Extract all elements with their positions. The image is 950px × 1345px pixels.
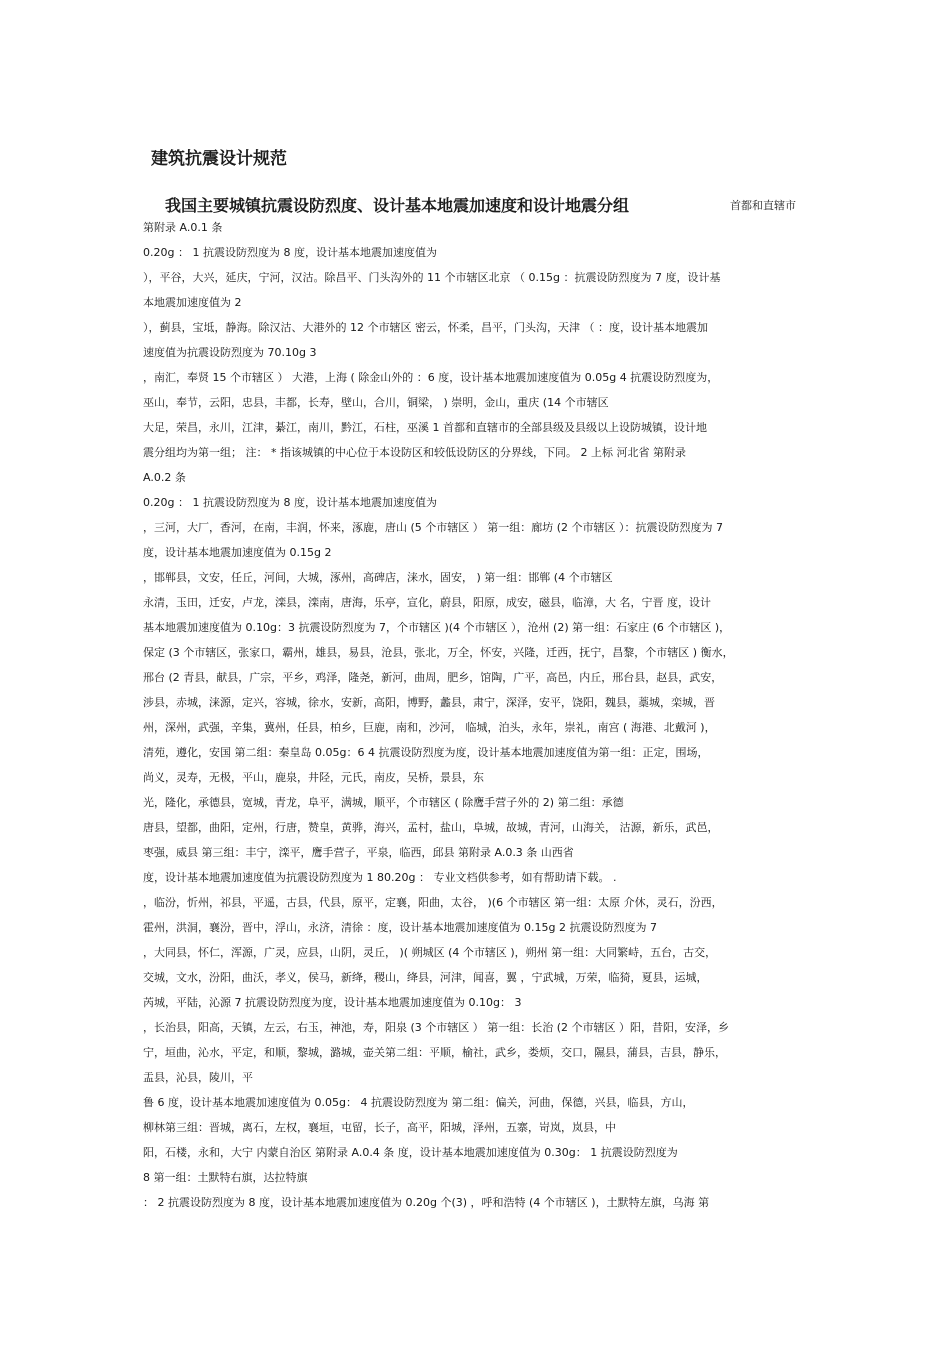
text-line: 芮城，平陆，沁源 7 抗震设防烈度为度，设计基本地震加速度值为 0.10g： 3 [143,996,522,1009]
text-line: ，邯郸县，文安，任丘，河间，大城，涿州，高碑店，涞水，固安， ) 第一组：邯郸 (4 个市辖区 [143,571,613,584]
text-line: 基本地震加速度值为 0.10g：3 抗震设防烈度为 7，个市辖区 )(4 个市辖区 ），沧州 (2) 第一组：石家庄 (6 个市辖区 )， [143,621,731,634]
text-line: ，长治县，阳高，天镇，左云，右玉，神池，寿，阳泉 (3 个市辖区 ） 第一组：长治 (2 个市辖区 ）阳，昔阳，安泽，乡 [143,1021,730,1034]
text-line: 柳林第三组：晋城，离石，左权，襄垣，屯留，长子，高平，阳城，泽州，五寨，岢岚，岚县，中 [143,1121,616,1134]
text-line: 第附录 A.0.1 条 [143,221,223,234]
text-line: ，三河，大厂，香河，在南，丰润，怀来，涿鹿，唐山 (5 个市辖区 ） 第一组：廊坊 (2 个市辖区 ）：抗震设防烈度为 7 [143,521,724,534]
text-line: ），平谷，大兴，延庆，宁河，汉沽。除昌平、门头沟外的 11 个市辖区北京 （ 0.15g ：抗震设防烈度为 7 度，设计基 [143,271,721,284]
text-line: 度，设计基本地震加速度值为抗震设防烈度为 1 80.20g ： 专业文档供参考，如有帮助请下载。 . [143,871,617,884]
text-line: 尚义，灵寿，无极，平山，鹿泉，井陉，元氏，南皮，吴桥，景县，东 [143,771,484,784]
text-line: 保定 (3 个市辖区，张家口，霸州，雄县，易县，沧县，张北，万全，怀安，兴隆，迁西，抚宁，昌黎，个市辖区 ) 衡水， [143,646,734,659]
text-line: 0.20g ： 1 抗震设防烈度为 8 度，设计基本地震加速度值为 [143,496,437,509]
text-line: 震分组均为第一组； 注： * 指该城镇的中心位于本设防区和较低设防区的分界线，下同。 2 上标 河北省 第附录 [143,446,686,459]
text-line: 清苑，遵化，安国 第二组：秦皇岛 0.05g：6 4 抗震设防烈度为度，设计基本地震加速度值为第一组：正定，围场， [143,746,709,759]
text-line: ： 2 抗震设防烈度为 8 度，设计基本地震加速度值为 0.20g 个(3) ，呼和浩特 (4 个市辖区 )，土默特左旗，乌海 第 [143,1196,710,1209]
text-line: A.0.2 条 [143,471,186,484]
text-line: 交城，文水，汾阳，曲沃，孝义，侯马，新绛，稷山，绛县，河津，闻喜，翼 ，宁武城，万荣，临猗，夏县，运城， [143,971,708,984]
text-line: ），蓟县，宝坻，静海。除汉沽、大港外的 12 个市辖区 密云，怀柔，昌平，门头沟，天津 （ ：度，设计基本地震加 [143,321,708,334]
text-line: 鲁 6 度，设计基本地震加速度值为 0.05g： 4 抗震设防烈度为 第二组：偏关，河曲，保德，兴县，临县，方山， [143,1096,694,1109]
text-line: ，南汇，奉贤 15 个市辖区 ） 大港，上海 ( 除金山外的 ：6 度，设计基本地震加速度值为 0.05g 4 抗震设防烈度为， [143,371,719,384]
text-line: 枣强，威县 第三组：丰宁，滦平，鹰手营子，平泉，临西，邱县 第附录 A.0.3 条 山西省 [143,846,574,859]
section-heading-row [165,193,815,216]
text-line: 宁，垣曲，沁水，平定，和顺，黎城，潞城，壶关第二组：平顺，榆社，武乡，娄烦，交口，隰县，蒲县，吉县，静乐， [143,1046,726,1059]
text-line: 速度值为抗震设防烈度为 70.10g 3 [143,346,317,359]
section-heading: 我国主要城镇抗震设防烈度、设计基本地震加速度和设计地震分组 [165,196,630,215]
section-heading-aside: 首都和直辖市 [730,199,796,212]
text-line: 州，深州，武强，辛集，冀州，任县，柏乡，巨鹿，南和，沙河， 临城，泊头，永年，崇礼，南宫 ( 海港、北戴河 )， [143,721,716,734]
page-title: 建筑抗震设计规范 [151,149,287,169]
text-line: 邢台 (2 青县，献县，广宗，平乡，鸡泽，隆尧，新河，曲周，肥乡，馆陶，广平，高邑，内丘，邢台县，赵县，武安， [143,671,723,684]
text-line: 霍州，洪洞，襄汾，晋中，浮山，永济，清徐 ：度，设计基本地震加速度值为 0.15g 2 抗震设防烈度为 7 [143,921,657,934]
text-line: 永清，玉田，迁安，卢龙，滦县，滦南，唐海，乐亭，宣化，蔚县，阳原，成安，磁县，临漳，大 名，宁晋 度，设计 [143,596,711,609]
text-line: 涉县，赤城，涞源，定兴，容城，徐水，安新，高阳，博野，蠡县，肃宁，深泽，安平，饶阳，魏县，藁城，栾城，晋 [143,696,715,709]
text-line: 盂县，沁县，陵川，平 [143,1071,253,1084]
text-line: 光，隆化，承德县，宽城，青龙，阜平，满城，顺平，个市辖区 ( 除鹰手营子外的 2) 第二组：承德 [143,796,624,809]
text-line: 大足，荣昌，永川，江津，綦江，南川，黔江，石柱，巫溪 1 首都和直辖市的全部县级及县级以上设防城镇，设计地 [143,421,707,434]
text-line: ，临汾，忻州，祁县，平遥，古县，代县，原平，定襄，阳曲，太谷， )(6 个市辖区 第一组：太原 介休，灵石，汾西， [143,896,723,909]
text-line: 阳，石楼，永和，大宁 内蒙自治区 第附录 A.0.4 条 度，设计基本地震加速度值为 0.30g： 1 抗震设防烈度为 [143,1146,678,1159]
text-line: 唐县，望都，曲阳，定州，行唐，赞皇，黄骅，海兴，孟村，盐山，阜城，故城，青河，山海关， 沽源，新乐，武邑， [143,821,719,834]
text-line: ，大同县，怀仁，浑源，广灵，应县，山阴，灵丘， )( 朔城区 (4 个市辖区 )，朔州 第一组：大同繁峙，五台，古交， [143,946,717,959]
text-line: 0.20g ： 1 抗震设防烈度为 8 度，设计基本地震加速度值为 [143,246,437,259]
text-line: 度，设计基本地震加速度值为 0.15g 2 [143,546,332,559]
text-line: 8 第一组：土默特右旗，达拉特旗 [143,1171,308,1184]
text-line: 本地震加速度值为 2 [143,296,242,309]
text-line: 巫山，奉节，云阳，忠县，丰都，长寿，壁山，合川，铜梁， ) 崇明，金山，重庆 (14 个市辖区 [143,396,609,409]
